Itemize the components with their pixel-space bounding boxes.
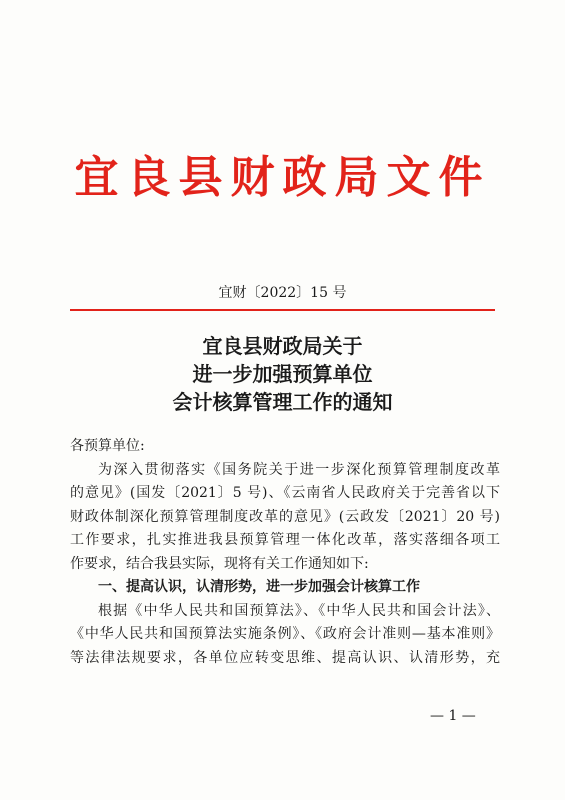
document-title <box>0 332 565 416</box>
paragraph-line: 作要求，结合我县实际，现将有关工作通知如下: <box>70 555 369 572</box>
paragraph-line: 《中华人民共和国预算法实施条例》、《政府会计准则—基本准则》 <box>70 626 500 642</box>
paragraph-line: 的意见》(国发〔2021〕5 号)、《云南省人民政府关于完善省以下 <box>70 485 500 501</box>
paragraph-line: 根据《中华人民共和国预算法》、《中华人民共和国会计法》、 <box>98 602 500 619</box>
paragraph-line: 财政体制深化预算管理制度改革的意见》(云政发〔2021〕20 号) <box>70 508 500 525</box>
page-number: — 1 — <box>430 708 476 724</box>
salutation: 各预算单位: <box>70 438 145 454</box>
title-line: 宜良县财政局关于 <box>202 334 363 358</box>
document-number: 宜财〔2022〕15 号 <box>218 285 347 301</box>
title-line: 会计核算管理工作的通知 <box>172 390 393 414</box>
agency-header-title: 宜良县财政局文件 <box>74 152 491 203</box>
paragraph-line: 工作要求，扎实推进我县预算管理一体化改革，落实落细各项工 <box>70 532 500 548</box>
paragraph-line: 等法律法规要求，各单位应转变思维、提高认识、认清形势，充 <box>70 649 500 666</box>
document-body <box>70 435 500 670</box>
red-divider-line <box>70 309 495 311</box>
section-heading: 一、提高认识，认清形势，进一步加强会计核算工作 <box>98 579 420 595</box>
title-line: 进一步加强预算单位 <box>192 362 373 386</box>
paragraph-line: 为深入贯彻落实《国务院关于进一步深化预算管理制度改革 <box>98 461 500 478</box>
